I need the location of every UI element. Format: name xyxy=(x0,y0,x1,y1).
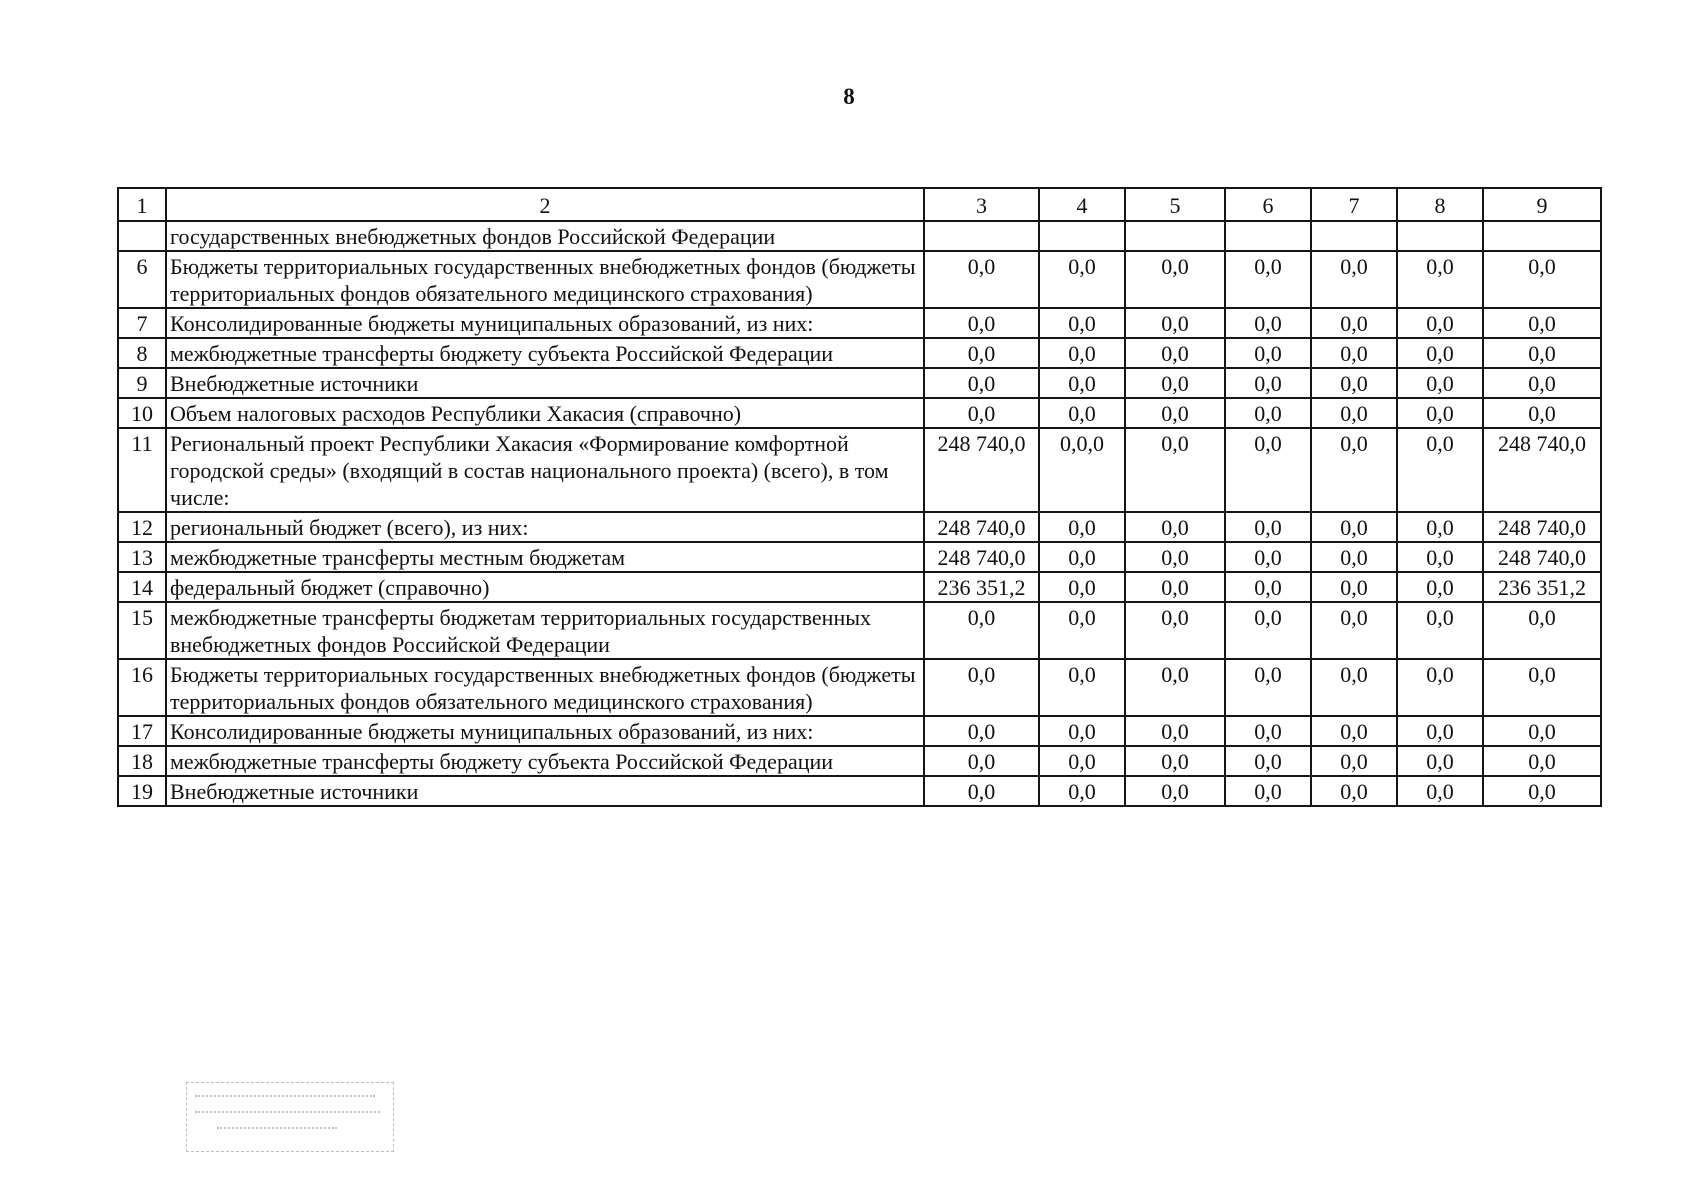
row-label: региональный бюджет (всего), из них: xyxy=(166,512,924,542)
table-row xyxy=(118,512,1601,542)
table-row xyxy=(118,338,1601,368)
row-number: 18 xyxy=(118,746,166,776)
value-cell: 248 740,0 xyxy=(924,512,1039,542)
value-cell: 0,0 xyxy=(1311,368,1397,398)
value-cell: 0,0 xyxy=(924,776,1039,806)
row-number xyxy=(118,221,166,251)
value-cell: 248 740,0 xyxy=(924,542,1039,572)
row-number: 10 xyxy=(118,398,166,428)
value-cell: 0,0 xyxy=(1225,338,1311,368)
table-row xyxy=(118,398,1601,428)
value-cell: 0,0 xyxy=(1397,251,1483,308)
value-cell: 0,0 xyxy=(1311,542,1397,572)
value-cell: 0,0 xyxy=(924,716,1039,746)
value-cell: 0,0 xyxy=(1125,308,1225,338)
row-number: 12 xyxy=(118,512,166,542)
row-label: межбюджетные трансферты бюджету субъекта Российской Федерации xyxy=(166,338,924,368)
value-cell: 0,0 xyxy=(1311,776,1397,806)
column-header: 9 xyxy=(1483,188,1601,221)
row-label: межбюджетные трансферты бюджету субъекта Российской Федерации xyxy=(166,746,924,776)
row-label: Консолидированные бюджеты муниципальных образований, из них: xyxy=(166,308,924,338)
value-cell: 0,0 xyxy=(1483,776,1601,806)
value-cell: 0,0 xyxy=(1225,716,1311,746)
value-cell: 0,0 xyxy=(1397,542,1483,572)
value-cell: 0,0 xyxy=(1225,776,1311,806)
column-header: 3 xyxy=(924,188,1039,221)
electronic-signature-stamp xyxy=(186,1082,394,1152)
column-header: 1 xyxy=(118,188,166,221)
value-cell: 0,0,0 xyxy=(1039,428,1125,512)
value-cell: 0,0 xyxy=(1397,716,1483,746)
value-cell: 0,0 xyxy=(1039,602,1125,659)
table-row xyxy=(118,776,1601,806)
value-cell: 0,0 xyxy=(1397,512,1483,542)
row-label: Внебюджетные источники xyxy=(166,776,924,806)
table-row xyxy=(118,572,1601,602)
value-cell: 0,0 xyxy=(1039,659,1125,716)
row-label: Консолидированные бюджеты муниципальных образований, из них: xyxy=(166,716,924,746)
column-header: 7 xyxy=(1311,188,1397,221)
value-cell: 248 740,0 xyxy=(1483,512,1601,542)
value-cell: 0,0 xyxy=(1125,512,1225,542)
value-cell: 0,0 xyxy=(1483,308,1601,338)
row-label: государственных внебюджетных фондов Российской Федерации xyxy=(166,221,924,251)
value-cell: 0,0 xyxy=(1125,746,1225,776)
value-cell: 0,0 xyxy=(1311,572,1397,602)
value-cell: 0,0 xyxy=(1125,602,1225,659)
value-cell: 0,0 xyxy=(1039,776,1125,806)
row-label: Внебюджетные источники xyxy=(166,368,924,398)
row-number: 11 xyxy=(118,428,166,512)
row-label: Объем налоговых расходов Республики Хакасия (справочно) xyxy=(166,398,924,428)
value-cell: 0,0 xyxy=(1039,398,1125,428)
row-label: межбюджетные трансферты бюджетам территориальных государственных внебюджетных фондов Российской Федерации xyxy=(166,602,924,659)
value-cell: 0,0 xyxy=(1483,659,1601,716)
value-cell: 248 740,0 xyxy=(924,428,1039,512)
value-cell: 0,0 xyxy=(1483,368,1601,398)
row-number: 17 xyxy=(118,716,166,746)
row-label: Бюджеты территориальных государственных внебюджетных фондов (бюджеты территориальных фондов обязательного медицинского страхования) xyxy=(166,251,924,308)
row-number: 19 xyxy=(118,776,166,806)
value-cell: 0,0 xyxy=(1039,542,1125,572)
value-cell: 0,0 xyxy=(1311,716,1397,746)
row-label: Бюджеты территориальных государственных внебюджетных фондов (бюджеты территориальных фондов обязательного медицинского страхования) xyxy=(166,659,924,716)
value-cell xyxy=(1225,221,1311,251)
value-cell: 236 351,2 xyxy=(924,572,1039,602)
value-cell: 236 351,2 xyxy=(1483,572,1601,602)
value-cell: 248 740,0 xyxy=(1483,542,1601,572)
table-row xyxy=(118,542,1601,572)
value-cell: 0,0 xyxy=(924,308,1039,338)
value-cell: 0,0 xyxy=(1125,659,1225,716)
value-cell: 0,0 xyxy=(1039,716,1125,746)
value-cell: 0,0 xyxy=(1125,716,1225,746)
value-cell: 0,0 xyxy=(1225,572,1311,602)
value-cell: 0,0 xyxy=(1225,428,1311,512)
row-number: 16 xyxy=(118,659,166,716)
value-cell: 0,0 xyxy=(1397,368,1483,398)
value-cell: 0,0 xyxy=(1225,308,1311,338)
value-cell: 0,0 xyxy=(1311,659,1397,716)
row-number: 13 xyxy=(118,542,166,572)
value-cell: 0,0 xyxy=(1311,428,1397,512)
value-cell xyxy=(1483,221,1601,251)
value-cell: 0,0 xyxy=(1125,428,1225,512)
value-cell: 0,0 xyxy=(924,398,1039,428)
budget-table xyxy=(117,187,1602,807)
value-cell: 0,0 xyxy=(924,251,1039,308)
value-cell: 0,0 xyxy=(1483,716,1601,746)
value-cell: 0,0 xyxy=(1125,338,1225,368)
value-cell: 0,0 xyxy=(1039,572,1125,602)
value-cell: 0,0 xyxy=(1039,338,1125,368)
value-cell: 0,0 xyxy=(1125,542,1225,572)
value-cell: 0,0 xyxy=(1039,368,1125,398)
value-cell: 0,0 xyxy=(1125,776,1225,806)
value-cell: 0,0 xyxy=(1397,398,1483,428)
value-cell xyxy=(1397,221,1483,251)
value-cell: 0,0 xyxy=(1225,512,1311,542)
value-cell: 0,0 xyxy=(1039,308,1125,338)
value-cell: 0,0 xyxy=(1225,659,1311,716)
value-cell: 0,0 xyxy=(924,338,1039,368)
value-cell: 0,0 xyxy=(1039,512,1125,542)
value-cell: 0,0 xyxy=(1397,572,1483,602)
table-row xyxy=(118,716,1601,746)
value-cell: 0,0 xyxy=(924,602,1039,659)
value-cell: 0,0 xyxy=(1397,746,1483,776)
value-cell: 0,0 xyxy=(1397,602,1483,659)
value-cell: 0,0 xyxy=(1225,542,1311,572)
column-header: 5 xyxy=(1125,188,1225,221)
value-cell: 0,0 xyxy=(1225,368,1311,398)
value-cell: 0,0 xyxy=(1483,251,1601,308)
value-cell: 0,0 xyxy=(1311,308,1397,338)
value-cell: 0,0 xyxy=(1397,308,1483,338)
table-row xyxy=(118,308,1601,338)
value-cell: 0,0 xyxy=(1311,251,1397,308)
value-cell: 0,0 xyxy=(1483,602,1601,659)
value-cell: 0,0 xyxy=(1483,398,1601,428)
value-cell: 0,0 xyxy=(1039,251,1125,308)
value-cell: 0,0 xyxy=(1311,746,1397,776)
row-label: федеральный бюджет (справочно) xyxy=(166,572,924,602)
column-header: 2 xyxy=(166,188,924,221)
value-cell: 0,0 xyxy=(1311,602,1397,659)
table-row xyxy=(118,602,1601,659)
value-cell: 0,0 xyxy=(1397,338,1483,368)
value-cell: 0,0 xyxy=(1483,338,1601,368)
table-row xyxy=(118,251,1601,308)
value-cell: 0,0 xyxy=(1125,572,1225,602)
row-number: 6 xyxy=(118,251,166,308)
value-cell: 0,0 xyxy=(1311,512,1397,542)
table-row xyxy=(118,368,1601,398)
table-row xyxy=(118,746,1601,776)
value-cell: 0,0 xyxy=(1225,602,1311,659)
row-label: Региональный проект Республики Хакасия «Формирование комфортной городской среды» (входящий в состав национального проекта) (всего), в том числе: xyxy=(166,428,924,512)
page-number: 8 xyxy=(843,84,855,109)
value-cell: 0,0 xyxy=(1125,368,1225,398)
table-row xyxy=(118,428,1601,512)
value-cell xyxy=(1311,221,1397,251)
column-header: 6 xyxy=(1225,188,1311,221)
column-header: 8 xyxy=(1397,188,1483,221)
value-cell: 0,0 xyxy=(1125,251,1225,308)
row-label: межбюджетные трансферты местным бюджетам xyxy=(166,542,924,572)
value-cell: 0,0 xyxy=(1397,659,1483,716)
value-cell xyxy=(924,221,1039,251)
row-number: 14 xyxy=(118,572,166,602)
row-number: 8 xyxy=(118,338,166,368)
table-row xyxy=(118,659,1601,716)
value-cell: 0,0 xyxy=(1311,338,1397,368)
value-cell xyxy=(1125,221,1225,251)
value-cell: 0,0 xyxy=(924,659,1039,716)
value-cell: 0,0 xyxy=(1225,398,1311,428)
value-cell: 248 740,0 xyxy=(1483,428,1601,512)
row-number: 9 xyxy=(118,368,166,398)
value-cell: 0,0 xyxy=(1225,251,1311,308)
value-cell: 0,0 xyxy=(1039,746,1125,776)
value-cell: 0,0 xyxy=(924,746,1039,776)
value-cell: 0,0 xyxy=(1225,746,1311,776)
table-header-row xyxy=(118,188,1601,221)
value-cell: 0,0 xyxy=(1125,398,1225,428)
row-number: 7 xyxy=(118,308,166,338)
column-header: 4 xyxy=(1039,188,1125,221)
table-body xyxy=(118,221,1601,806)
table-row xyxy=(118,221,1601,251)
value-cell: 0,0 xyxy=(1397,776,1483,806)
value-cell: 0,0 xyxy=(1311,398,1397,428)
value-cell: 0,0 xyxy=(1397,428,1483,512)
value-cell: 0,0 xyxy=(1483,746,1601,776)
value-cell xyxy=(1039,221,1125,251)
value-cell: 0,0 xyxy=(924,368,1039,398)
row-number: 15 xyxy=(118,602,166,659)
